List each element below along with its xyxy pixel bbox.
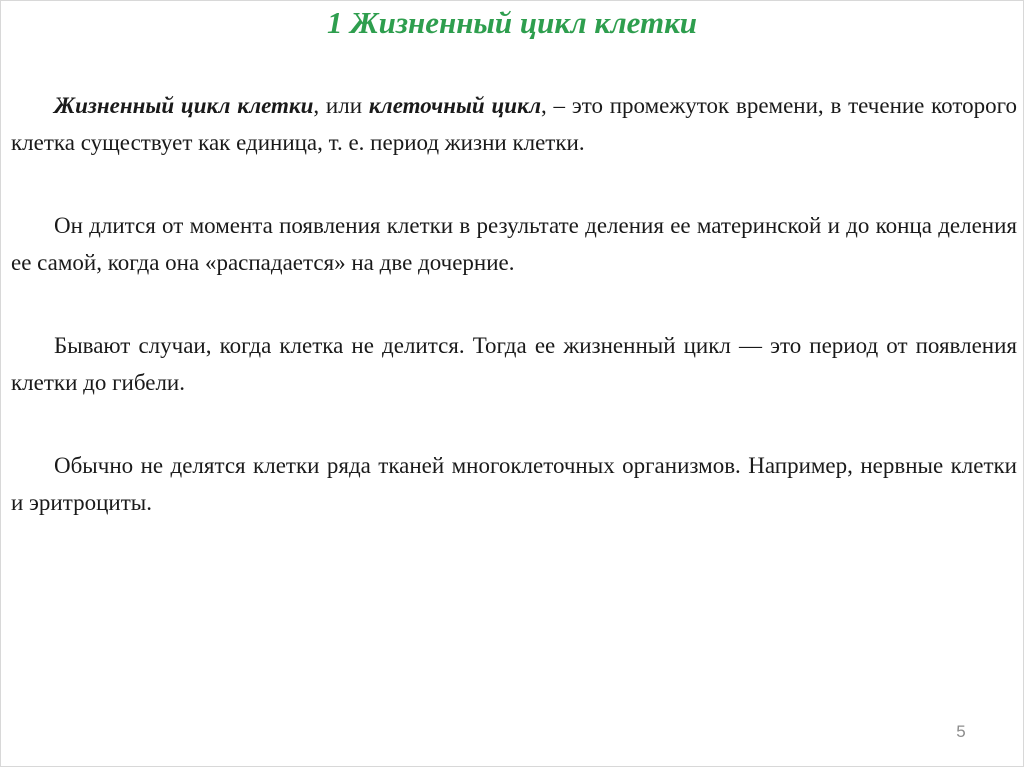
paragraph-no-division: Бывают случаи, когда клетка не делится. Тогда ее жизненный цикл — это период от появления клетки до гибели. xyxy=(11,333,1017,395)
slide-title: 1 Жизненный цикл клетки xyxy=(326,5,698,40)
slide-body xyxy=(11,87,1017,521)
paragraph-duration: Он длится от момента появления клетки в результате деления ее материнской и до конца деления ее самой, когда она «распадается» на две дочерние. xyxy=(11,213,1017,275)
page-number: 5 xyxy=(956,722,966,741)
paragraph-examples: Обычно не делятся клетки ряда тканей многоклеточных организмов. Например, нервные клетки и эритроциты. xyxy=(11,453,1017,515)
definition-text-1: , или xyxy=(313,93,369,118)
term-life-cycle: Жизненный цикл клетки xyxy=(54,93,314,118)
term-cell-cycle: клеточный цикл xyxy=(368,93,542,118)
paragraph-definition xyxy=(11,87,1017,161)
definition-text-2: , – это промежуток времени, в течение которого клетка существует как единица, т. е. период жизни клетки. xyxy=(11,93,1017,155)
